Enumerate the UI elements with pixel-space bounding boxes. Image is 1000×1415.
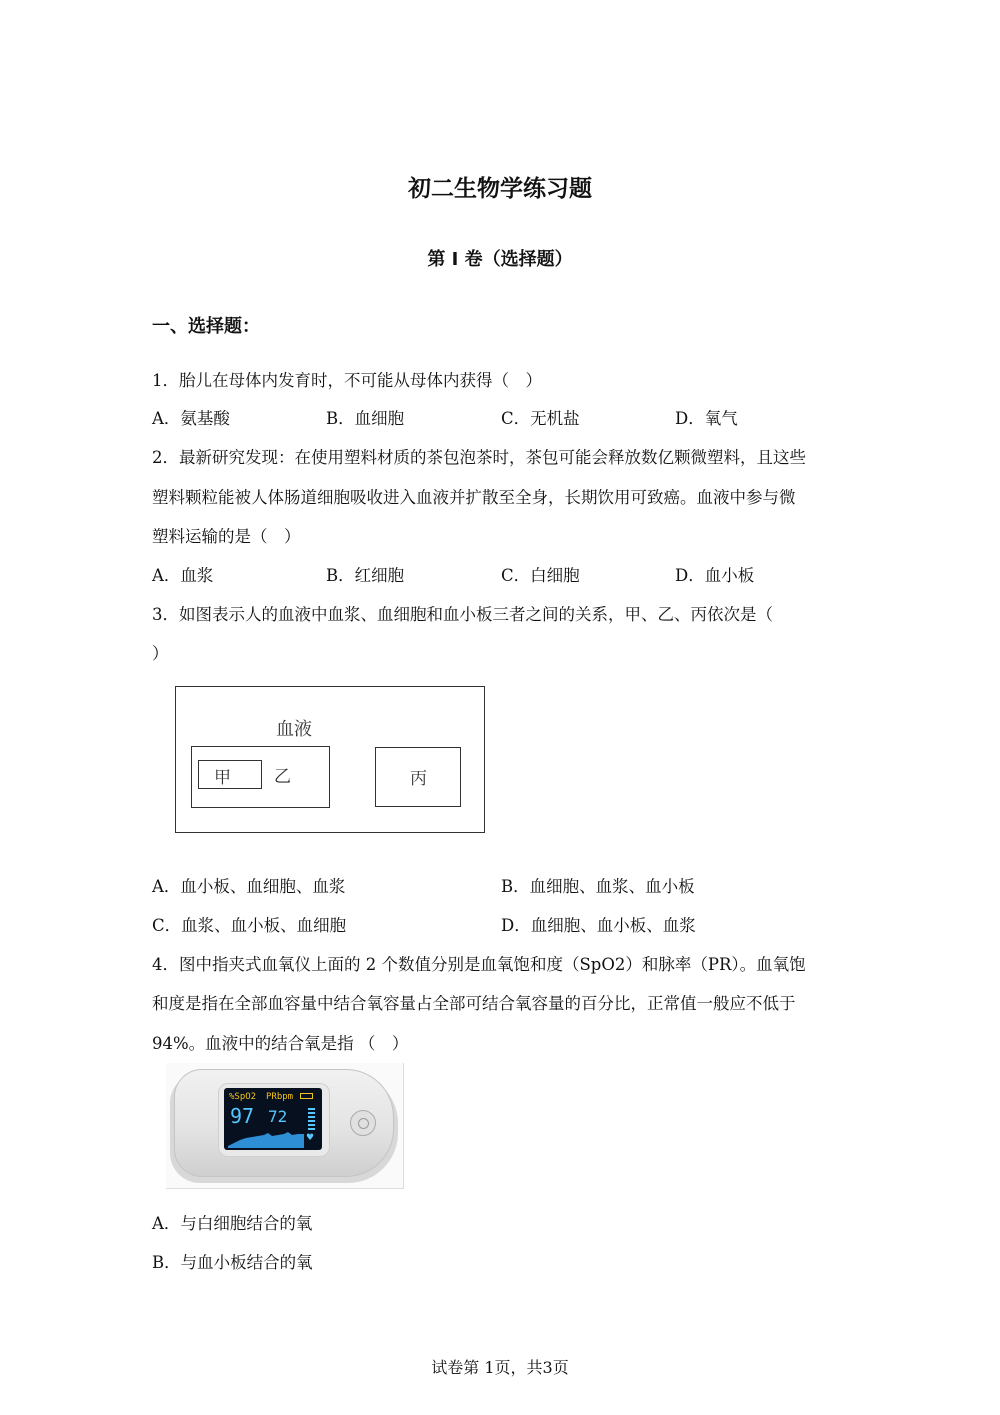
- heart-icon: ♥: [306, 1133, 315, 1143]
- question-1-stem: 1．胎儿在母体内发育时，不可能从母体内获得（ ）: [152, 371, 542, 390]
- blood-composition-diagram: [175, 686, 485, 833]
- battery-icon: [300, 1093, 313, 1099]
- question-1-option-d: D．氧气: [675, 409, 738, 428]
- diagram-box-bing: [375, 747, 461, 807]
- question-2-option-c: C．白细胞: [501, 566, 580, 585]
- question-4-option-b: B．与血小板结合的氧: [152, 1253, 313, 1272]
- page-footer: 试卷第 1页，共3页: [431, 1358, 569, 1377]
- page-title: 初二生物学练习题: [408, 176, 592, 202]
- diagram-label-bing: 丙: [410, 769, 427, 789]
- diagram-label-blood: 血液: [276, 719, 312, 740]
- paper-subtitle: 第 I 卷（选择题）: [427, 249, 573, 270]
- question-3-option-d: D．血细胞、血小板、血浆: [501, 916, 696, 935]
- question-1-option-a: A．氨基酸: [152, 409, 230, 428]
- question-4-line-2: 和度是指在全部血容量中结合氧容量占全部可结合氧容量的百分比，正常值一般应不低于: [152, 994, 796, 1013]
- diagram-box-jia: [198, 760, 262, 789]
- pr-label: PRbpm: [266, 1092, 294, 1102]
- question-1-option-c: C．无机盐: [501, 409, 580, 428]
- question-2-option-b: B．红细胞: [326, 566, 405, 585]
- pleth-wave-icon: [228, 1128, 304, 1148]
- diagram-label-jia: 甲: [214, 768, 231, 788]
- question-4-line-3: 94%。血液中的结合氧是指 （ ）: [152, 1034, 409, 1053]
- question-2-line-3: 塑料运输的是（ ）: [152, 527, 301, 546]
- question-4-line-1: 4．图中指夹式血氧仪上面的 2 个数值分别是血氧饱和度（SpO2）和脉率（PR）。血氧饱: [152, 955, 806, 974]
- question-1-option-b: B．血细胞: [326, 409, 405, 428]
- pr-value: 72: [268, 1107, 288, 1126]
- section-heading: 一、选择题：: [152, 316, 260, 337]
- question-4-option-a: A．与白细胞结合的氧: [152, 1214, 313, 1233]
- pulse-bar-icon: [308, 1108, 315, 1130]
- question-2-line-2: 塑料颗粒能被人体肠道细胞吸收进入血液并扩散至全身，长期饮用可致癌。血液中参与微: [152, 488, 796, 507]
- question-3-line-2: ）: [152, 644, 169, 663]
- question-3-option-b: B．血细胞、血浆、血小板: [501, 877, 695, 896]
- diagram-box-yi: [191, 746, 330, 808]
- question-2-option-d: D．血小板: [675, 566, 755, 585]
- power-button-icon: [350, 1110, 376, 1136]
- pulse-oximeter-photo: [166, 1063, 404, 1189]
- question-2-option-a: A．血浆: [152, 566, 214, 585]
- question-3-line-1: 3．如图表示人的血液中血浆、血细胞和血小板三者之间的关系，甲、乙、丙依次是（: [152, 605, 773, 624]
- question-3-option-a: A．血小板、血细胞、血浆: [152, 877, 346, 896]
- diagram-label-yi: 乙: [274, 767, 291, 787]
- spo2-value: 97: [230, 1104, 255, 1128]
- oximeter-screen: [224, 1088, 322, 1150]
- spo2-label: %SpO2: [229, 1092, 257, 1102]
- question-2-line-1: 2．最新研究发现：在使用塑料材质的茶包泡茶时，茶包可能会释放数亿颗微塑料，且这些: [152, 448, 806, 467]
- question-3-option-c: C．血浆、血小板、血细胞: [152, 916, 347, 935]
